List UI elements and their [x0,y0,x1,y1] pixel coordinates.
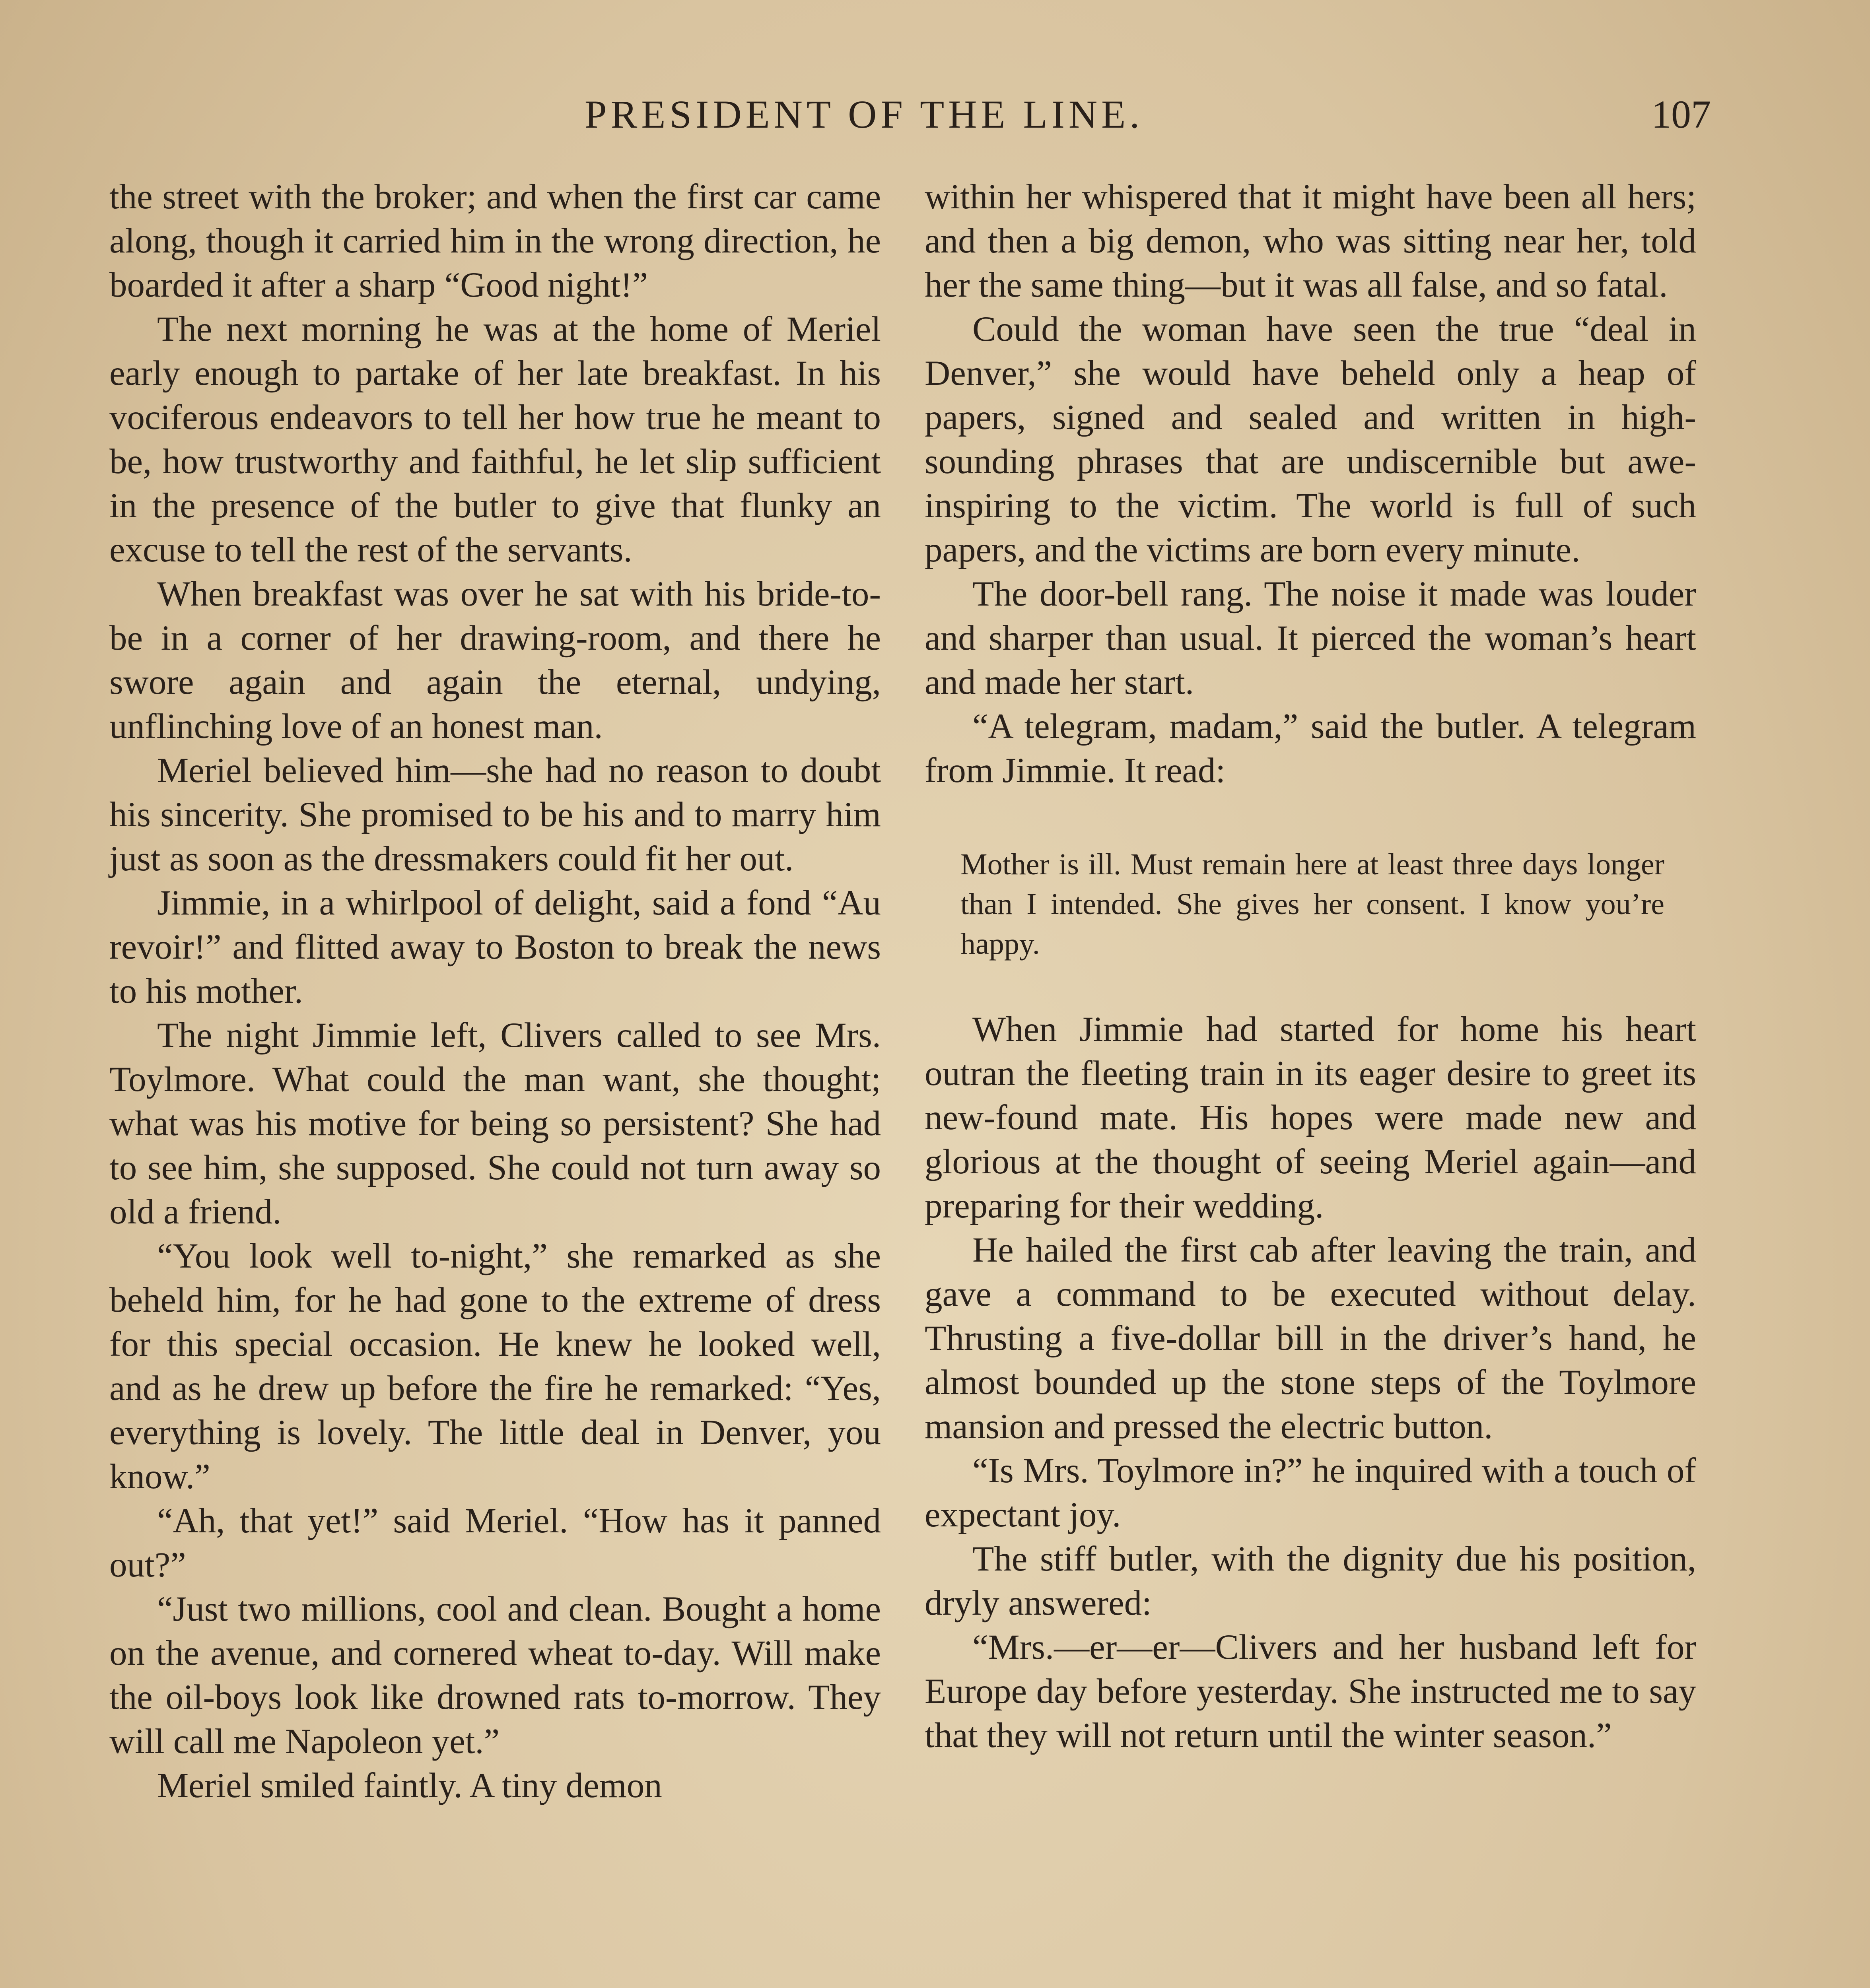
right-column [925,175,1696,1758]
paragraph: The night Jimmie left, Clivers called to see Mrs. Toylmore. What could the man want, she thought; what was his motive for being so persistent? She had to see him, she supposed. She could not turn away so old a friend. [109,1016,881,1231]
paragraph: When breakfast was over he sat with his bride-to-be in a corner of her drawing-room, and there he swore again and again the eternal, undying, unflinching love of an honest man. [109,575,881,746]
telegram-text: Mother is ill. Must remain here at least three days longer than I intended. She gives her consent. I know you’re happy. [960,848,1664,961]
page-number: 107 [1651,92,1711,136]
paragraph: When Jimmie had started for home his heart outran the fleeting train in its eager desire to greet its new-found mate. His hopes were made new and glorious at the thought of seeing Meriel again—and preparing for their wedding. [925,1010,1696,1225]
paragraph: The next morning he was at the home of Meriel early enough to partake of her late breakfast. In his vociferous endeavors to tell her how true he meant to be, how trustworthy and faithful, he let slip sufficient in the presence of the butler to give that flunky an excuse to tell the rest of the servants. [109,310,881,569]
paragraph: The door-bell rang. The noise it made was louder and sharper than usual. It pierced the woman’s heart and made her start. [925,575,1696,702]
paragraph: Jimmie, in a whirlpool of delight, said a fond “Au revoir!” and flitted away to Boston to break the news to his mother. [109,883,881,1011]
paragraph: He hailed the first cab after leaving the train, and gave a command to be executed without delay. Thrusting a five-dollar bill in the driver’s hand, he almost bounded up the stone steps of the Toylmore mansion and pressed the electric button. [925,1231,1696,1446]
page-header [107,91,1711,147]
paragraph: the street with the broker; and when the first car came along, though it carried him in the wrong direction, he boarded it after a sharp “Good night!” [109,177,881,305]
left-column [109,175,881,1808]
paragraph: Meriel believed him—she had no reason to doubt his sincerity. She promised to be his and to marry him just as soon as the dressmakers could fit her out. [109,751,881,878]
paragraph: “A telegram, madam,” said the butler. A telegram from Jimmie. It read: [925,707,1696,790]
paragraph: “Is Mrs. Toylmore in?” he inquired with a touch of expectant joy. [925,1451,1696,1534]
paragraph: Could the woman have seen the true “deal in Denver,” she would have beheld only a heap of papers, signed and sealed and written in high-sounding phrases that are undiscernible but awe-inspiring to the victim. The world is full of such papers, and the victims are born every minute. [925,310,1696,569]
paragraph: “Mrs.—er—er—Clivers and her husband left for Europe day before yesterday. She instructed me to say that they will not return until the winter season.” [925,1628,1696,1755]
paragraph: “You look well to-night,” she remarked as she beheld him, for he had gone to the extreme of dress for this special occasion. He knew he looked well, and as he drew up before the fire he remarked: “Yes, everything is lovely. The little deal in Denver, you know.” [109,1237,881,1496]
paragraph: “Just two millions, cool and clean. Bought a home on the avenue, and cornered wheat to-day. Will make the oil-boys look like drowned rats to-morrow. They will call me Napoleon yet.” [109,1590,881,1761]
paragraph: “Ah, that yet!” said Meriel. “How has it panned out?” [109,1501,881,1584]
paragraph: Meriel smiled faintly. A tiny demon [157,1766,662,1805]
paragraph: The stiff butler, with the dignity due his position, dryly answered: [925,1540,1696,1623]
paragraph: within her whispered that it might have been all hers; and then a big demon, who was sitting near her, told her the same thing—but it was all false, and so fatal. [925,177,1696,305]
running-head: PRESIDENT OF THE LINE. [585,92,1144,136]
